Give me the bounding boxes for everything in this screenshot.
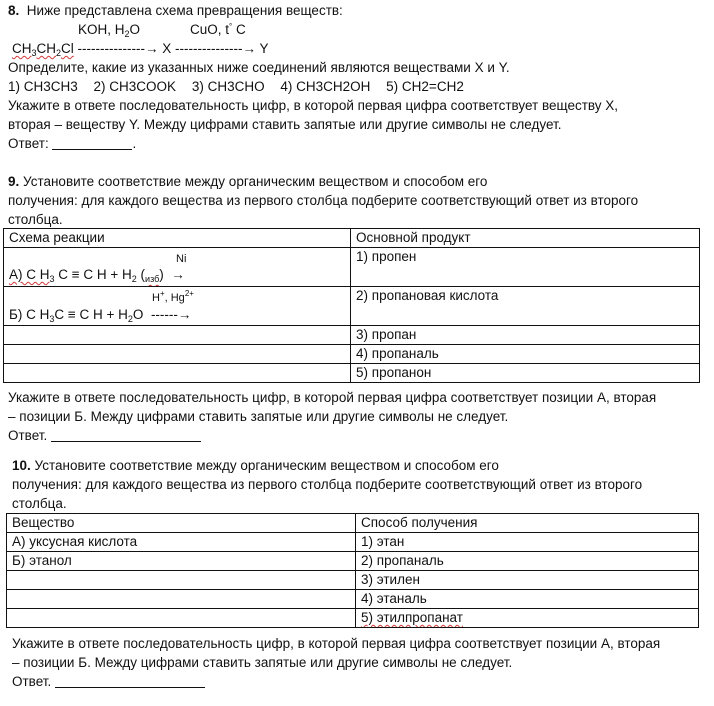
q9-answer-1: 1) пропен — [351, 248, 700, 287]
q9-answer-4: 4) пропаналь — [351, 345, 700, 364]
q10-right-4: 4) этаналь — [356, 590, 699, 609]
q10-answer-blank[interactable] — [55, 674, 205, 688]
q9-answer-3: 3) пропан — [351, 326, 700, 345]
q8-title-text: Ниже представлена схема превращения веществ: — [26, 3, 343, 18]
q8-instruction-1: Укажите в ответе последовательность цифр, в которой первая цифра соответствует веществу X, — [8, 98, 619, 113]
q8-options — [8, 77, 464, 96]
q8-y: Y — [259, 41, 269, 56]
q9-answer-2: 2) пропановая кислота — [351, 287, 700, 326]
q8-answer: Ответ: . — [8, 136, 137, 151]
q9-row-a-equation: А) C $H_3$ C ≡ C $H + H_2$ $(_{изб})$ → — [9, 267, 185, 284]
q8-start-compound: $CH_3CH_2Cl$ — [12, 41, 74, 58]
q10-right-5: 5) этилпропанат — [356, 609, 699, 628]
q8-reagent-1: KOH, $H_2O$ — [78, 22, 141, 39]
q10-right-3: 3) этилен — [356, 571, 699, 590]
q9-number: 9. — [8, 174, 20, 189]
q9-table — [3, 228, 700, 383]
q8-option-1: 1) CH3CH3 — [8, 79, 78, 94]
q8-title — [8, 1, 343, 20]
q9-row-b-equation: Б) C $H_3C \equiv C$ $H + H_2O$ ------→ — [9, 307, 192, 324]
q8-arrow-1: ---------------→ — [77, 41, 159, 56]
q9-answer-label: Ответ. — [8, 428, 51, 443]
q9-empty-cell — [4, 364, 351, 383]
q9-col1-header: Схема реакции — [4, 229, 351, 248]
q9-row-a-arrow: → — [171, 267, 185, 282]
q10-col2-header: Способ получения — [356, 514, 699, 533]
q10-intro-3: столбца. — [12, 496, 67, 511]
q10-answer — [12, 672, 205, 691]
q9-answer-blank[interactable] — [51, 428, 201, 442]
q10-left-a: А) уксусная кислота — [7, 533, 356, 552]
q9-row-b-catalyst: H+, $Hg^{2+}$ — [152, 289, 194, 304]
q9-empty-cell — [4, 345, 351, 364]
q10-answer-label: Ответ. — [12, 674, 55, 689]
q9-row-a-catalyst: Ni — [176, 253, 187, 265]
q8-instruction-2: вторая – веществу Y. Между цифрами ставить запятые или другие символы не следует. — [8, 117, 562, 132]
q10-empty-cell — [7, 609, 356, 628]
q9-row-b — [4, 287, 351, 326]
q8-option-4: 4) CH3CH2OH — [280, 79, 371, 94]
q10-table — [6, 513, 699, 628]
q10-empty-cell — [7, 590, 356, 609]
q8-answer-label: Ответ: — [8, 136, 53, 151]
q10-intro-2: получения: для каждого вещества из первого столбца подберите соответствующий ответ из второго — [12, 477, 643, 492]
q9-col2-header: Основной продукт — [351, 229, 700, 248]
q8-option-2: 2) CH3COOK — [93, 79, 177, 94]
q9-instruction-2: – позиции Б. Между цифрами ставить запятые или другие символы не следует. — [8, 409, 509, 424]
q8-reagent-2: CuO, t° C — [190, 22, 246, 37]
q9-row-a — [4, 248, 351, 287]
q9-row-b-arrow: ------→ — [150, 307, 192, 322]
q10-number: 10. — [12, 458, 31, 473]
q8-arrow-2: ---------------→ — [175, 41, 256, 56]
q8-number: 8. — [8, 3, 20, 18]
q10-left-b: Б) этанол — [7, 552, 356, 571]
q9-answer-5: 5) пропанон — [351, 364, 700, 383]
q9-intro-3: столбца. — [8, 212, 63, 227]
q10-right-1: 1) этан — [356, 533, 699, 552]
q9-instruction-1: Укажите в ответе последовательность цифр, в которой первая цифра соответствует позиции А, вторая — [8, 390, 657, 405]
q9-intro-1: 9. Установите соответствие между органическим веществом и способом его — [8, 174, 488, 189]
q10-empty-cell — [7, 571, 356, 590]
q9-intro-2: получения: для каждого вещества из первого столбца подберите соответствующий ответ из второго — [8, 193, 639, 208]
q8-answer-blank[interactable] — [52, 136, 132, 150]
q8-option-3: 3) CH3CHO — [191, 79, 265, 94]
q10-instruction-2: – позиции Б. Между цифрами ставить запятые или другие символы не следует. — [12, 655, 513, 670]
q8-option-5: 5) CH2=CH2 — [386, 79, 464, 94]
q9-answer — [8, 426, 201, 445]
q9-empty-cell — [4, 326, 351, 345]
q8-x: X — [162, 41, 172, 56]
q10-intro-1: 10. Установите соответствие между органическим веществом и способом его — [12, 458, 499, 473]
q8-scheme — [12, 39, 269, 58]
q8-question: Определите, какие из указанных ниже соединений являются веществами X и Y. — [8, 60, 510, 75]
q10-col1-header: Вещество — [7, 514, 356, 533]
q10-right-2: 2) пропаналь — [356, 552, 699, 571]
q10-instruction-1: Укажите в ответе последовательность цифр, в которой первая цифра соответствует позиции А, вторая — [12, 636, 661, 651]
